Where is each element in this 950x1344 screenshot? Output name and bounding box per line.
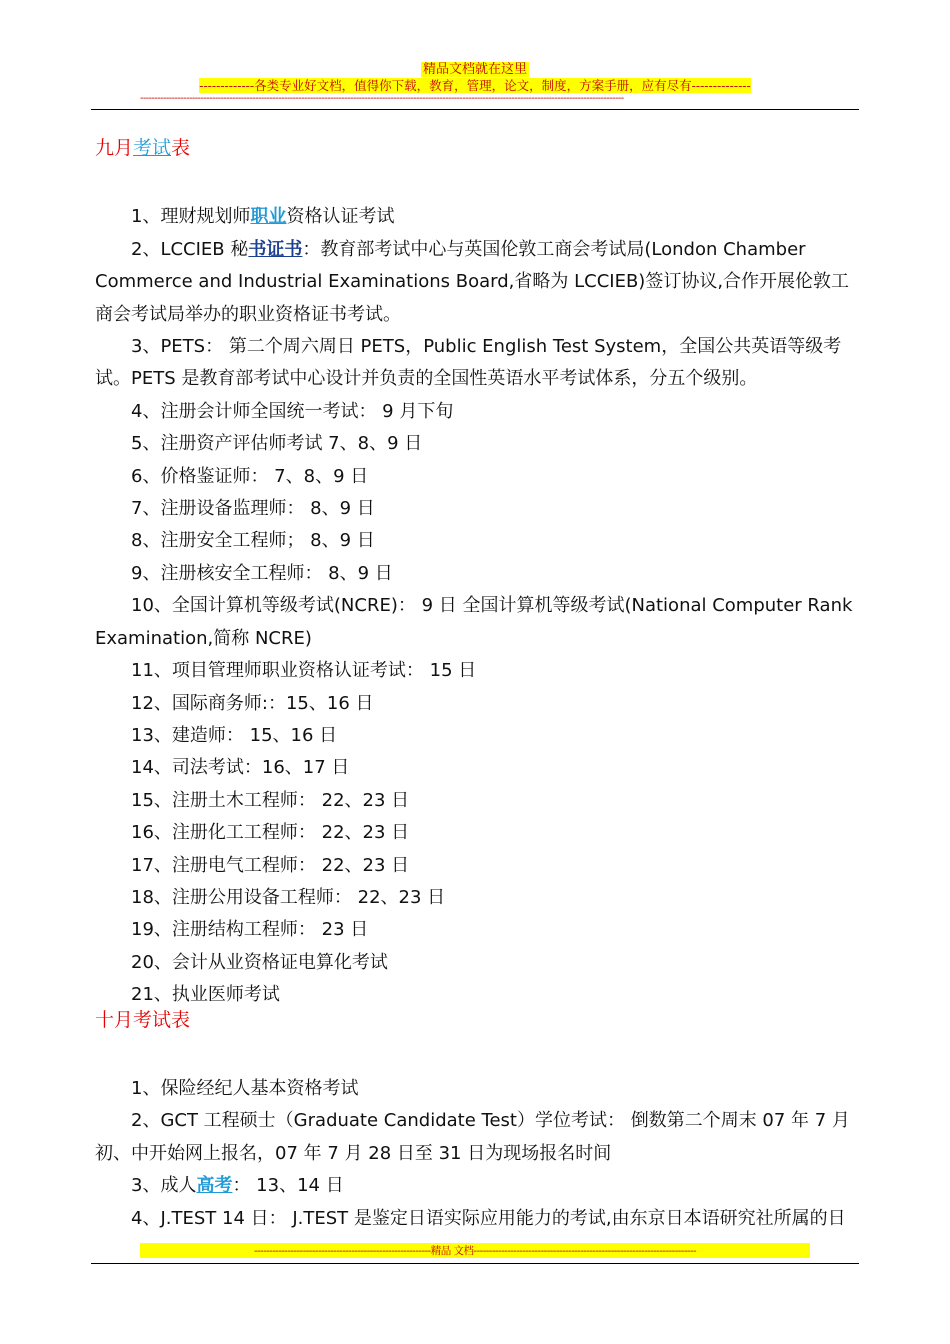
section-title-september: 九月考试表 [95,137,191,159]
certificate-link[interactable]: 书证书 [248,238,303,260]
list-item: 8、注册安全工程师； 8、9 日 [131,530,375,552]
header-rule [91,109,859,110]
list-item: 1、理财规划师职业资格认证考试 [131,206,395,228]
list-item: 20、会计从业资格证电算化考试 [131,951,388,973]
list-item: 4、注册会计师全国统一考试： 9 月下旬 [131,400,454,422]
list-item: 7、注册设备监理师： 8、9 日 [131,498,375,520]
list-item: 3、成人高考： 13、14 日 [131,1175,344,1197]
list-item: 14、司法考试：16、17 日 [131,757,350,779]
list-item: 16、注册化工工程师： 22、23 日 [131,822,410,844]
list-item: 18、注册公用设备工程师： 22、23 日 [131,886,446,908]
header-title: 精品文档就在这里 [422,62,527,77]
list-item: 6、价格鉴证师： 7、8、9 日 [131,465,369,487]
list-item: 11、项目管理师职业资格认证考试： 15 日 [131,660,477,682]
footer-rule [91,1263,859,1264]
list-item: 1、保险经纪人基本资格考试 [131,1077,359,1099]
list-item: 2、LCCIEB 秘书证书：教育部考试中心与英国伦敦工商会考试局(London Chamber Commerce and Industrial Examinations Board,省略为 LCCIEB)签订协议,合作开展伦敦工商会考试局举办的职业资格证书考试。 [95,238,850,325]
exam-link[interactable]: 考试 [133,137,172,159]
list-item: 21、执业医师考试 [131,984,280,1006]
list-item: 4、J.TEST 14 日： J.TEST 是鉴定日语实际应用能力的考试,由东京日本语研究社所属的日 [131,1207,846,1229]
list-item: 3、PETS： 第二个周六周日 PETS，Public English Test System，全国公共英语等级考试。PETS 是教育部考试中心设计并负责的全国性英语水平考试体系，分五个级别。 [95,336,842,390]
list-item: 15、注册土木工程师： 22、23 日 [131,789,410,811]
list-item: 10、全国计算机等级考试(NCRE)： 9 日 全国计算机等级考试(National Computer Rank Examination,简称 NCRE) [95,595,853,649]
list-item: 2、GCT 工程硕士（Graduate Candidate Test）学位考试： 倒数第二个周末 07 年 7 月初、中开始网上报名，07 年 7 月 28 日至 31 日为现场报名时间 [95,1110,850,1164]
list-item: 17、注册电气工程师： 22、23 日 [131,854,410,876]
header-slogan: -------------各类专业好文档，值得你下载，教育，管理，论文，制度，方案手册，应有尽有-------------- [199,78,751,93]
list-item: 13、建造师： 15、16 日 [131,724,338,746]
career-link[interactable]: 职业 [250,206,287,228]
list-item: 9、注册核安全工程师： 8、9 日 [131,562,393,584]
gaokao-link[interactable]: 高考 [196,1175,233,1197]
document-body [95,132,865,1235]
footer-text: ----------------------------------------------------------精品 文档------------------------------------------------------------------------- [140,1243,810,1258]
list-item: 5、注册资产评估师考试 7、8、9 日 [131,433,423,455]
list-item: 12、国际商务师:：15、16 日 [131,692,374,714]
section-title-october: 十月考试表 [95,1008,191,1031]
header-dashes: ------------------------------------------------------------------------------------------------------------------------------------------------------------------------ [140,93,624,104]
list-item: 19、注册结构工程师： 23 日 [131,919,369,941]
